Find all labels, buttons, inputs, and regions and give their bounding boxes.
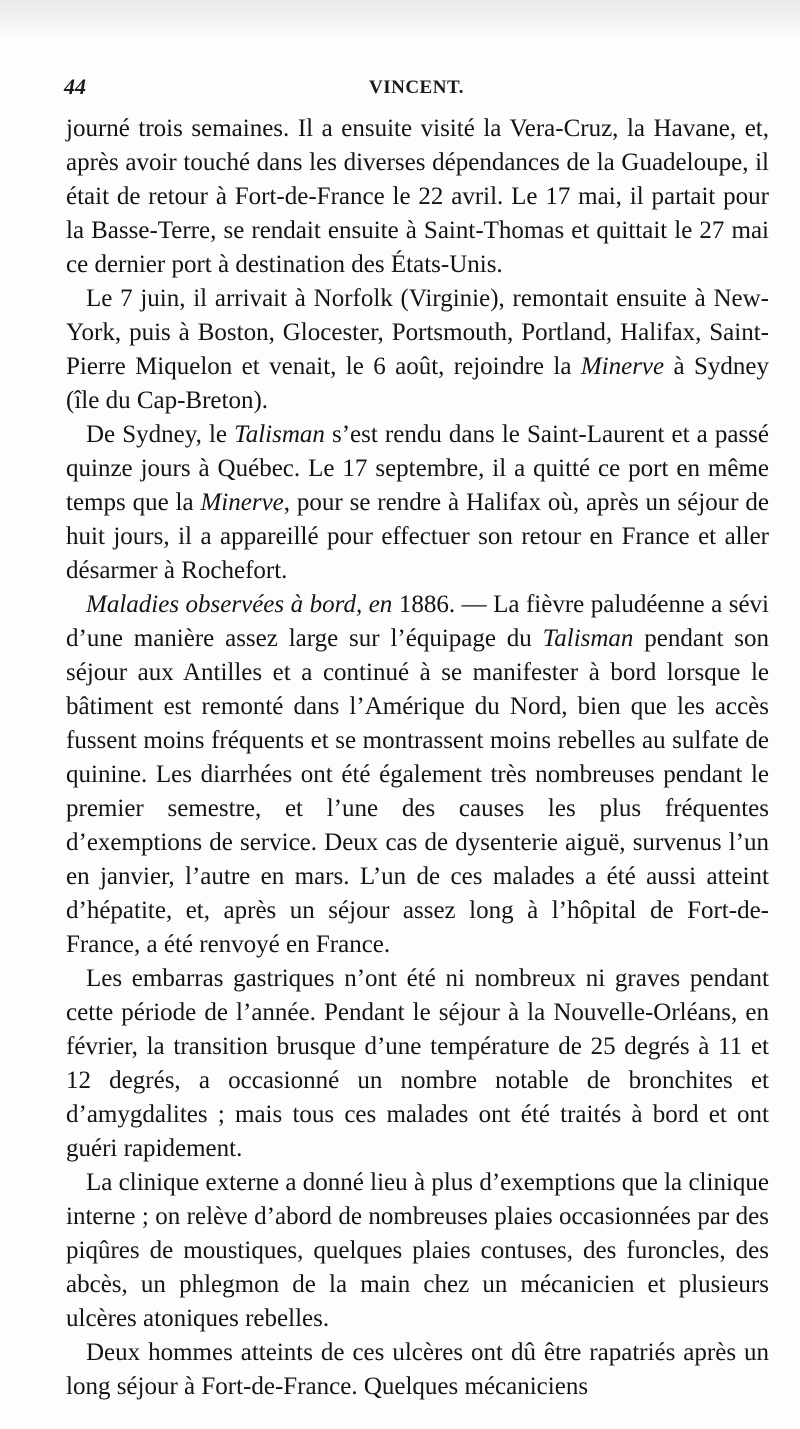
text-segment: Deux hommes atteints de ces ulcères ont dû être rapatriés après un long séjour à Fort-de-France. Quelques mécaniciens [66,1339,769,1400]
paragraph [66,1166,769,1336]
italic-text-segment: Maladies observées à bord, en [86,591,393,618]
italic-text-segment: Talisman [542,625,634,652]
text-segment: journé trois semaines. Il a ensuite visité la Vera-Cruz, la Havane, et, après avoir touché dans les diverses dépendances de la Guadeloupe, il était de retour à Fort-de-France le 22 avril. Le 17 mai, il partait pour la Basse-Terre, se rendait ensuite à Saint-Thomas et quittait le 27 mai ce dernier port à destination des États-Unis. [66,115,769,278]
paragraph [66,112,769,282]
page-number: 44 [64,74,86,99]
text-segment: pendant son séjour aux Antilles et a continué à se manifester à bord lorsque le bâtiment est remonté dans l’Amérique du Nord, bien que les accès fussent moins fréquents et se montrassent moins rebelles au sulfate de quinine. Les diarrhées ont été également très nombreuses pendant le premier semestre, et l’une des causes les plus fréquentes d’exemptions de service. Deux cas de dysenterie aiguë, survenus l’un en janvier, l’autre en mars. L’un de ces malades a été aussi atteint d’hépatite, et, après un séjour assez long à l’hôpital de Fort-de-France, a été renvoyé en France. [66,625,769,958]
text-segment: , pour se rendre à Halifax où, après un séjour de huit jours, il a appareillé pour effectuer son retour en France et aller désarmer à Rochefort. [66,489,769,584]
page-header [64,74,764,104]
paragraph [66,282,769,418]
text-segment: Les embarras gastriques n’ont été ni nombreux ni graves pendant cette période de l’année. Pendant le séjour à la Nouvelle-Orléans, en février, la transition brusque d’une température de 25 degrés à 11 et 12 degrés, a occasionné un nombre notable de bronchites et d’amygdalites ; mais tous ces malades ont été traités à bord et ont guéri rapidement. [66,965,769,1162]
text-segment: De Sydney, le [86,421,235,448]
italic-text-segment: Talisman [234,421,325,448]
italic-text-segment: Minerve [200,489,284,516]
scan-edge-shadow [0,0,800,40]
paragraph [66,418,769,588]
text-segment: 1886. — La fièvre paludéenne a sévi d’une manière assez large sur l’équipage du [66,591,769,652]
paragraph [66,1336,769,1404]
text-segment: s’est rendu dans le Saint-Laurent et a passé quinze jours à Québec. Le 17 septembre, il a quitté ce port en même temps que la [66,421,769,516]
italic-text-segment: Minerve [580,353,665,380]
text-segment: à Sydney (île du Cap-Breton). [66,353,769,414]
body-text [66,112,769,1404]
running-head: VINCENT. [369,77,464,98]
text-segment: Le 7 juin, il arrivait à Norfolk (Virginie), remontait ensuite à New-York, puis à Boston, Glocester, Portsmouth, Portland, Halifax, Saint-Pierre Miquelon et venait, le 6 août, rejoindre la [66,285,769,380]
text-segment: La clinique externe a donné lieu à plus d’exemptions que la clinique interne ; on relève d’abord de nombreuses plaies occasionnées par des piqûres de moustiques, quelques plaies contuses, des furoncles, des abcès, un phlegmon de la main chez un mécanicien et plusieurs ulcères atoniques rebelles. [66,1169,769,1332]
paragraph [66,588,769,962]
paragraph [66,962,769,1166]
